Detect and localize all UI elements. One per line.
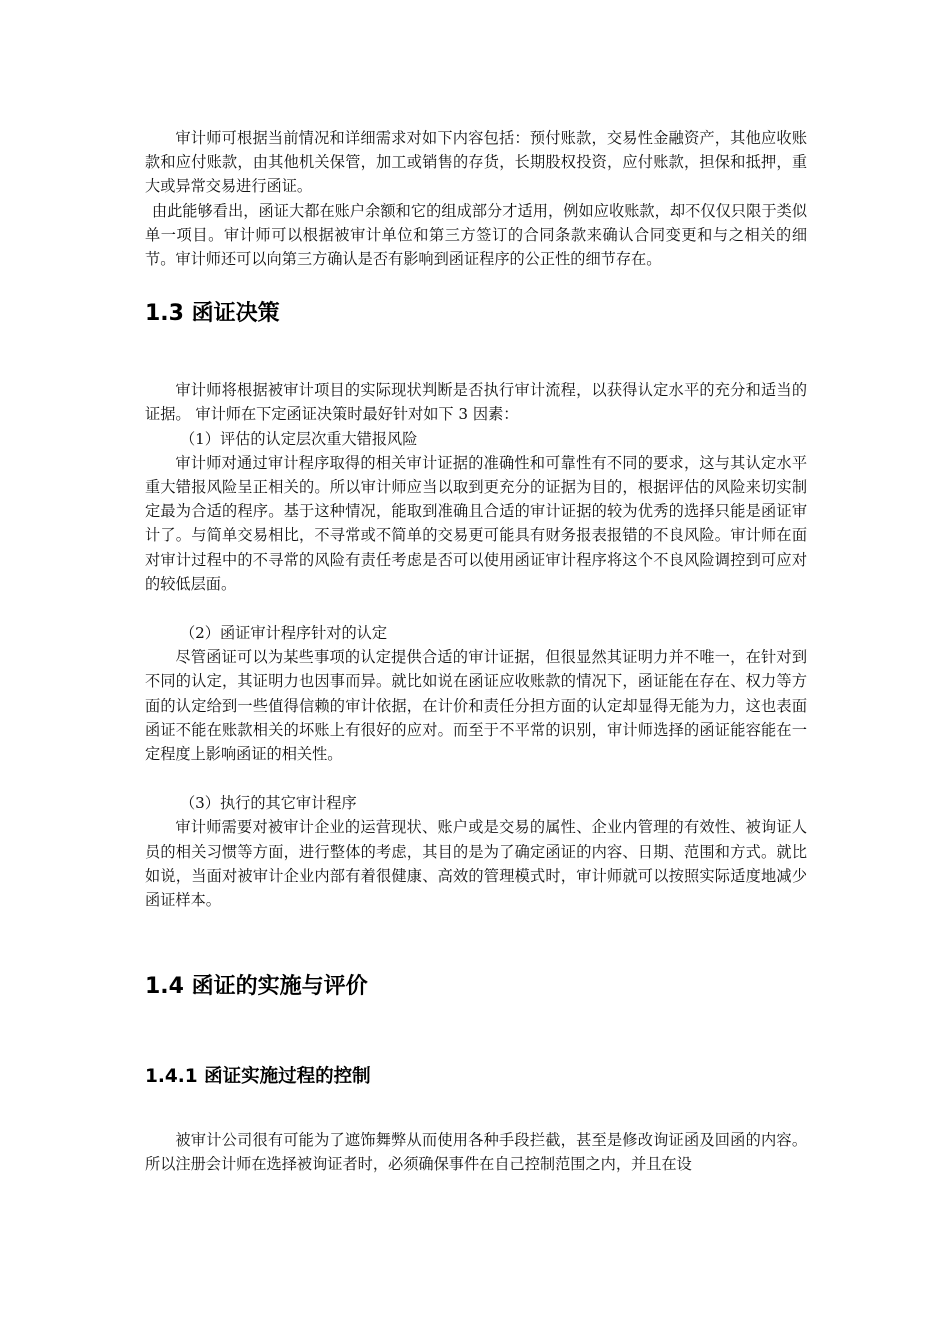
paragraph-confirmation-applicability: 由此能够看出，函证大都在账户余额和它的组成部分才适用，例如应收账款，却不仅仅只限于类似单一项目。审计师可以根据被审计单位和第三方签订的合同条款来确认合同变更和与之相关的细节。审计师还可以向第三方确认是否有影响到函证程序的公正性的细节存在。 xyxy=(145,201,807,269)
paragraph-confirmation-scope: 审计师可根据当前情况和详细需求对如下内容包括：预付账款，交易性金融资产，其他应收账款和应付账款，由其他机关保管，加工或销售的存货，长期股权投资，应付账款，担保和抵押，重大或异常交易进行函证。 xyxy=(145,129,807,196)
paragraph-factor-1: 审计师对通过审计程序取得的相关审计证据的准确性和可靠性有不同的要求，这与其认定水平重大错报风险呈正相关的。所以审计师应当以取到更充分的证据为目的，根据评估的风险来切实制定最为合适的程序。基于这种情况，能取到准确且合适的审计证据的较为优秀的选择只能是函证审计了。与简单交易相比，不寻常或不简单的交易更可能具有财务报表报错的不良风险。审计师在面对审计过程中的不寻常的风险有责任考虑是否可以使用函证审计程序将这个不良风险调控到可应对的较低层面。 xyxy=(145,453,807,593)
paragraph-factor-3: 审计师需要对被审计企业的运营现状、账户或是交易的属性、企业内管理的有效性、被询证人员的相关习惯等方面，进行整体的考虑，其目的是为了确定函证的内容、日期、范围和方式。就比如说，当面对被审计企业内部有着很健康、高效的管理模式时，审计师就可以按照实际适度地减少函证样本。 xyxy=(145,818,807,910)
document-page xyxy=(145,118,807,1177)
heading-1-4: 1.4 函证的实施与评价 xyxy=(145,974,368,1000)
list-item-factor-3: （3）执行的其它审计程序 xyxy=(179,794,357,813)
paragraph-implementation-control: 被审计公司很有可能为了遮饰舞弊从而使用各种手段拦截，甚至是修改询证函及回函的内容。所以注册会计师在选择被询证者时，必须确保事件在自己控制范围之内，并且在设 xyxy=(145,1131,807,1174)
paragraph-factor-2: 尽管函证可以为某些事项的认定提供合适的审计证据，但很显然其证明力并不唯一，在针对到不同的认定，其证明力也因事而异。就比如说在函证应收账款的情况下，函证能在存在、权力等方面的认定给到一些值得信赖的审计依据，在计价和责任分担方面的认定却显得无能为力，这也表面函证不能在账款相关的坏账上有很好的应对。而至于不平常的识别，审计师选择的函证能容能在一定程度上影响函证的相关性。 xyxy=(145,648,807,764)
heading-1-4-1: 1.4.1 函证实施过程的控制 xyxy=(145,1066,371,1088)
list-item-factor-2: （2）函证审计程序针对的认定 xyxy=(179,624,388,643)
paragraph-decision-intro: 审计师将根据被审计项目的实际现状判断是否执行审计流程，以获得认定水平的充分和适当的证据。 审计师在下定函证决策时最好针对如下 3 因素： xyxy=(145,381,807,424)
list-item-factor-1: （1）评估的认定层次重大错报风险 xyxy=(179,429,418,448)
heading-1-3: 1.3 函证决策 xyxy=(145,301,280,327)
